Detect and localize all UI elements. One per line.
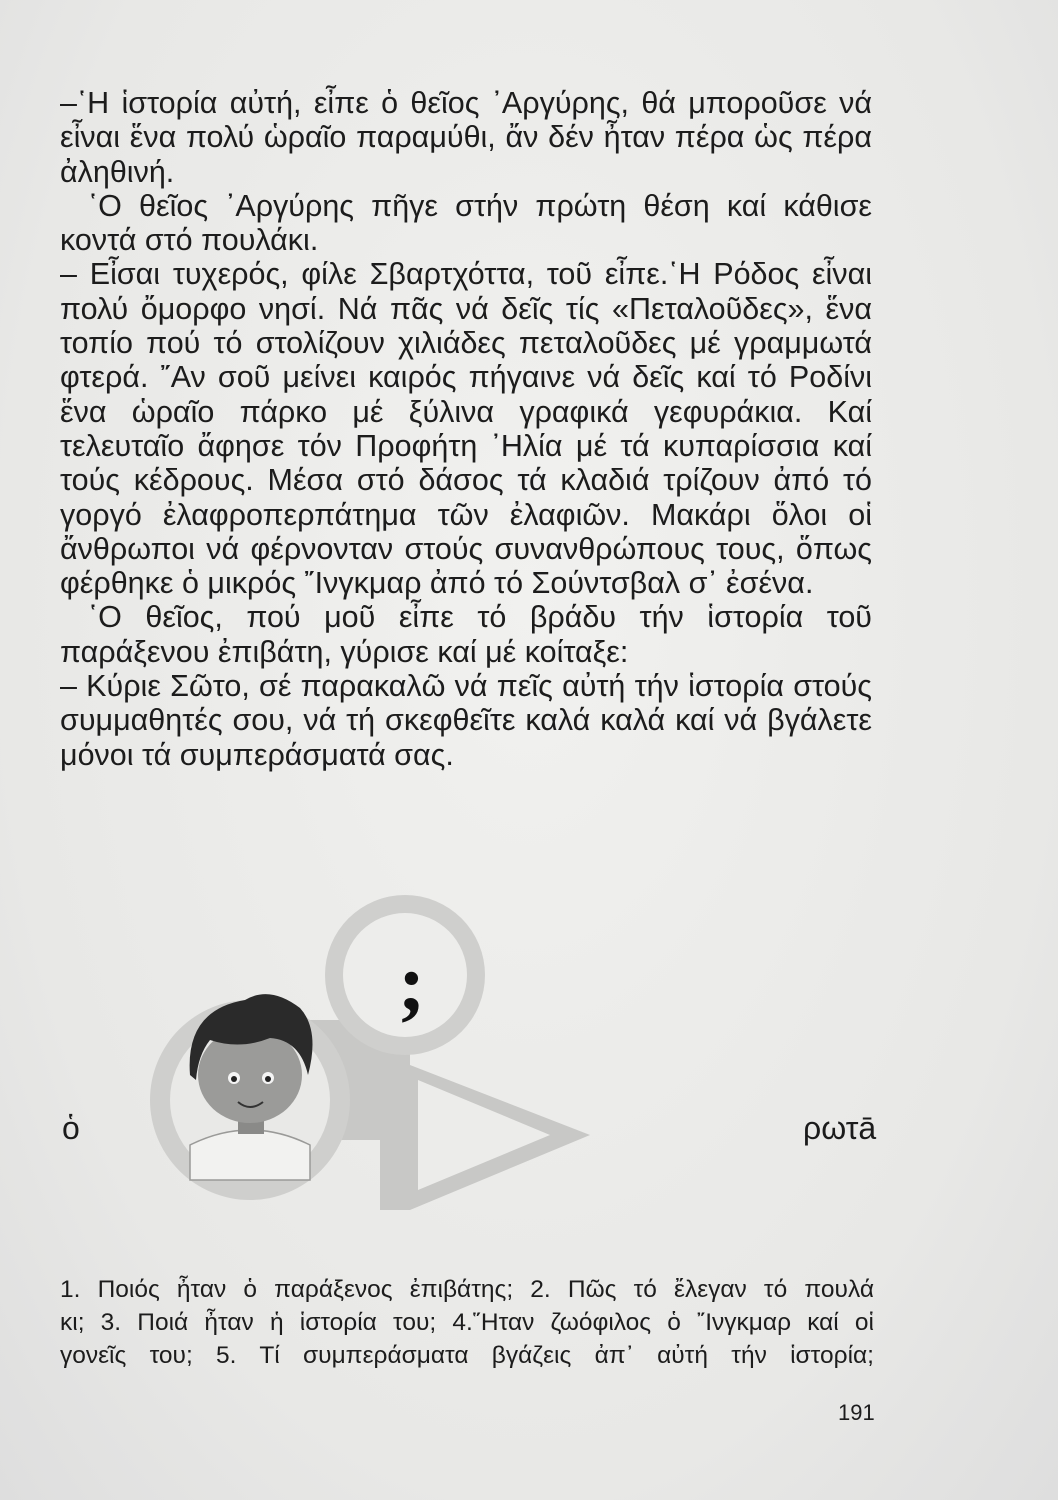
question-line: κι; 3. Ποιά ἦταν ἡ ἱστορία του; 4.῞Ηταν ζωόφιλος ὁ ῎Ινγκμαρ καί οἱ bbox=[60, 1309, 874, 1336]
paragraph-5: – Κύριε Σῶτο, σέ παρακαλῶ νά πεῖς αὐτή τήν ἱστορία στούς συμμαθητές σου, νά τή σκεφθεῖτε καλά καλά καί νά βγάλετε μόνοι τά συμπεράσματά σας. bbox=[60, 669, 872, 772]
word-right: ρωτā bbox=[803, 1110, 877, 1146]
paragraph-3: – Εἶσαι τυχερός, φίλε Σβαρτχόττα, τοῦ εἶπε.῾Η Ρόδος εἶναι πολύ ὄμορφο νησί. Νά πᾶς νά δεῖς τίς «Πεταλοῦδες», ἕνα τοπίο πού τό στολίζουν χιλιάδες πεταλοῦδες μέ γραμμωτά φτερά. ῎Αν σοῦ μείνει καιρός πήγαινε νά δεῖς καί τό Ροδίνι ἕνα ὡραῖο πάρκο μέ ξύλινα γραφικά γεφυράκια. Καί τελευταῖο ἄφησε τόν Προφήτη ᾿Ηλία μέ τά κυπαρίσσια καί τούς κέδρους. Μέσα στό δάσος τά κλαδιά τρίζουν ἀπό τό γοργό ἐλαφροπερπάτημα τῶν ἐλαφιῶν. Μακάρι ὅλοι οἱ ἄνθρωποι νά φέρνονταν στούς συνανθρώπους τους, ὅπως φέρθηκε ὁ μικρός ῎Ινγκμαρ ἀπό τό Σούντσβαλ σ᾿ ἐσένα. bbox=[60, 257, 872, 601]
paragraph-1: –῾Η ἱστορία αὐτή, εἶπε ὁ θεῖος ᾿Αργύρης, θά μποροῦσε νά εἶναι ἕνα πολύ ὡραῖο παραμύθι, ἄν δέν ἦταν πέρα ὡς πέρα ἀληθινή. bbox=[60, 86, 872, 189]
boy-avatar bbox=[190, 994, 313, 1180]
question-illustration bbox=[150, 890, 620, 1230]
paragraph-4: ῾Ο θεῖος, πού μοῦ εἶπε τό βράδυ τήν ἱστορία τοῦ παράξενου ἐπιβάτη, γύρισε καί μέ κοίταξε: bbox=[60, 600, 872, 669]
story-text bbox=[60, 86, 872, 772]
paragraph-2: ῾Ο θεῖος ᾿Αργύρης πῆγε στήν πρώτη θέση καί κάθισε κοντά στό πουλάκι. bbox=[60, 188, 872, 258]
question-line: γονεῖς του; 5. Τί συμπεράσματα βγάζεις ἀπ᾿ αὐτή τήν ἱστορία; bbox=[60, 1342, 874, 1369]
word-left: ὁ bbox=[62, 1110, 80, 1146]
questions bbox=[60, 1273, 874, 1372]
page-number: 191 bbox=[838, 1400, 875, 1425]
question-mark: ; bbox=[398, 937, 426, 1028]
question-line: 1. Ποιός ἦταν ὁ παράξενος ἐπιβάτης; 2. Πῶς τό ἔλεγαν τό πουλά bbox=[60, 1276, 874, 1303]
